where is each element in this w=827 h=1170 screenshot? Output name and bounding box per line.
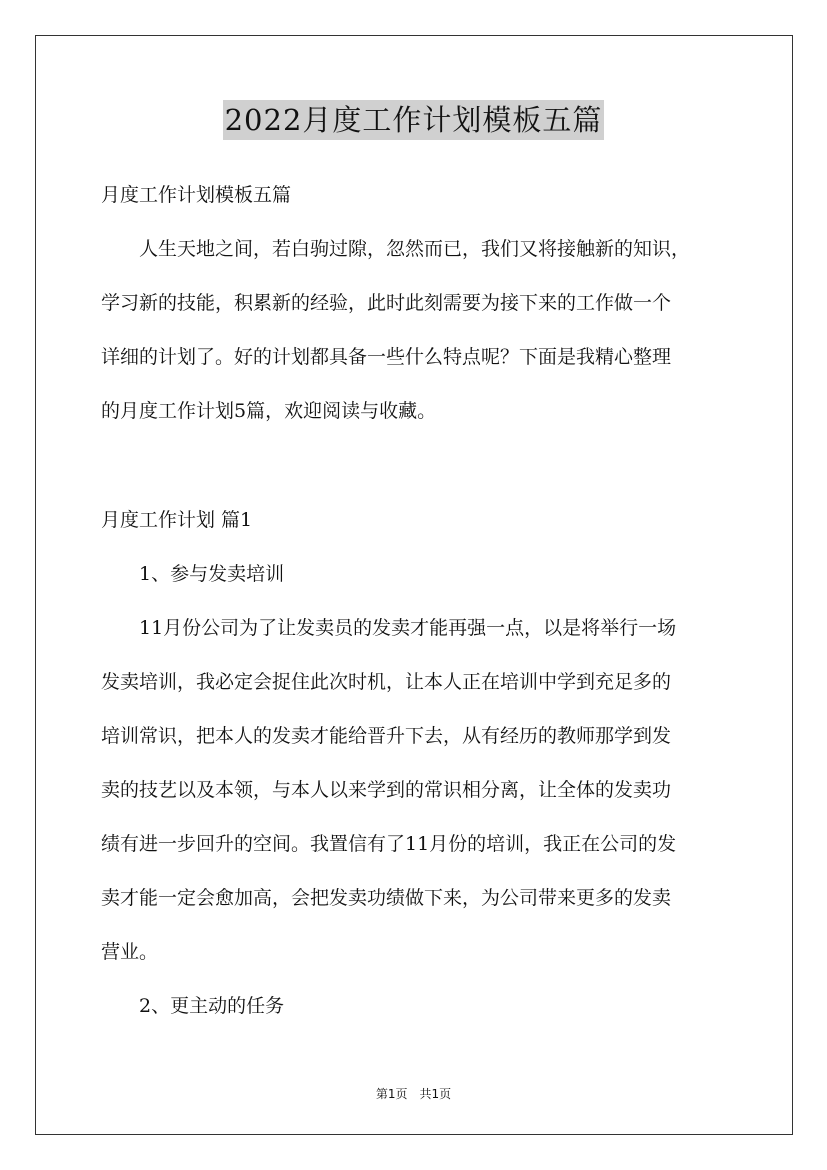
paragraph-line: 绩有进一步回升的空间。我置信有了11月份的培训，我正在公司的发 (101, 833, 677, 855)
page-footer: 第1页 共1页 (375, 1087, 452, 1101)
section-heading: 月度工作计划 篇1 (101, 509, 253, 531)
paragraph-line: 的月度工作计划5篇，欢迎阅读与收藏。 (101, 400, 437, 422)
item-heading: 1、参与发卖培训 (101, 563, 285, 585)
title-container (0, 100, 827, 140)
paragraph-line: 详细的计划了。好的计划都具备一些什么特点呢？下面是我精心整理 (101, 346, 672, 368)
paragraph-line: 卖才能一定会愈加高，会把发卖功绩做下来，为公司带来更多的发卖 (101, 887, 672, 909)
paragraph-line: 卖的技艺以及本领，与本人以来学到的常识相分离，让全体的发卖功 (101, 779, 672, 801)
item-heading: 2、更主动的任务 (101, 995, 285, 1017)
paragraph-line: 营业。 (101, 941, 159, 963)
paragraph-line: 人生天地之间，若白驹过隙，忽然而已，我们又将接触新的知识， (101, 238, 691, 260)
paragraph-line: 11月份公司为了让发卖员的发卖才能再强一点，以是将举行一场 (101, 617, 677, 639)
paragraph-line: 发卖培训，我必定会捉住此次时机，让本人正在培训中学到充足多的 (101, 671, 672, 693)
document-title: 2022月度工作计划模板五篇 (223, 100, 605, 140)
paragraph-line: 学习新的技能，积累新的经验，此时此刻需要为接下来的工作做一个 (101, 292, 672, 314)
subtitle: 月度工作计划模板五篇 (101, 184, 292, 206)
paragraph-line: 培训常识，把本人的发卖才能给晋升下去，从有经历的教师那学到发 (101, 725, 672, 747)
